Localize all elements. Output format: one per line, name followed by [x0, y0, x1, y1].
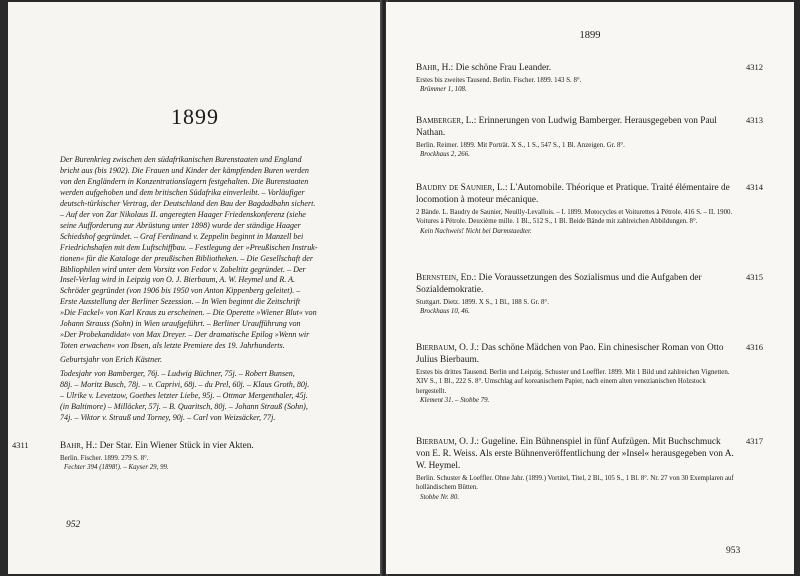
entry-title: [416, 62, 734, 74]
entry-reference: Klement 31. – Stobbe 79.: [420, 397, 490, 405]
intro-line: deutsch-türkischer Vertrag, der Deutschland den Bau der Bagdadbahn sichert.: [60, 198, 316, 208]
intro-line: Johann Strauss (Sohn) in Wien uraufgeführt. – Berliner Uraufführung von: [60, 319, 301, 329]
entry-title: [416, 182, 734, 206]
entry-title: [60, 440, 360, 452]
entry-author: Bahr, H.:: [60, 441, 98, 451]
entry-reference: Kein Nachweis! Nicht bei Darmstaedter.: [420, 227, 532, 235]
intro-line: bricht aus (bis 1902). Die Frauen und Kinder der kämpfenden Buren werden: [60, 165, 309, 175]
entry-publication: Berlin. Reimer. 1899. Mit Porträt. X S., 1 S., 547 S., 1 Bl. Anzeigen. Gr. 8°.: [416, 142, 625, 149]
bibliography-entry: [416, 115, 763, 160]
intro-text: [60, 155, 376, 424]
entry-title-text: Die schöne Frau Leander.: [453, 63, 552, 73]
page-number: 953: [726, 546, 741, 556]
bibliography-entry: [416, 62, 763, 95]
intro-line: Schröder gegründet (von 1906 bis 1950 von Anton Kippenberg geleitet). –: [60, 286, 301, 296]
entry-author: Bamberger, L.:: [416, 116, 477, 126]
entry-title-text: Das schöne Mädchen von Pao. Ein chinesischer Roman von Otto Julius Bierbaum.: [416, 343, 724, 365]
entry-title: [416, 115, 734, 139]
entry-number: 4311: [12, 440, 29, 450]
entry-reference: Brockhaus 10, 46.: [420, 308, 470, 316]
birthyear-line: Geburtsjahr von Erich Kästner.: [60, 355, 163, 365]
bibliography-entry: [12, 440, 360, 473]
intro-line: Insel-Verlag wird in Leipzig von O. J. Bierbaum, A. W. Heymel und R. A.: [60, 275, 296, 285]
intro-line: Der Burenkrieg zwischen den südafrikanischen Burenstaaten und England: [60, 155, 302, 164]
bibliography-entry: [416, 182, 763, 236]
intro-line: Erste Ausstellung der Berliner Sezession. – In Wien beginnt die Zeitschrift: [60, 297, 301, 307]
year-heading: 1899: [171, 104, 219, 129]
entry-reference: Brockhaus 2, 266.: [420, 151, 470, 159]
entry-author: Baudry de Saunier, L.:: [416, 183, 508, 193]
running-head: 1899: [579, 30, 601, 41]
entry-reference: Fechter 394 (1898!). – Kayser 29, 99.: [64, 464, 169, 472]
intro-line: – Auf der von Zar Nikolaus II. angeregten Haager Friedenskonferenz (siehe: [60, 209, 306, 219]
entry-title: [416, 272, 734, 296]
entry-title: [416, 436, 734, 472]
entry-title-text: L'Automobile. Théorique et Pratique. Traité élémentaire de locomotion à moteur mécanique.: [416, 183, 730, 205]
intro-line: werden aufgehoben und dem britischen Südafrika einverleibt. – Vorläufiger: [60, 187, 305, 197]
intro-line: Friedrichshafen mit dem Luftschiffbau. – Festlegung der »Preußischen Instruk-: [60, 242, 318, 252]
entry-publication: Stuttgart. Dietz. 1899. X S., 1 Bl., 188 S. Gr. 8°.: [416, 299, 549, 306]
bibliography-entry: [416, 272, 763, 317]
entry-reference: Stobbe Nr. 80.: [420, 493, 460, 501]
entry-author: Bahr, H.:: [416, 63, 454, 73]
entry-publication: 2 Bände. L. Baudry de Saunier, Neuilly-Levallois. – I. 1899. Motocycles et Voiturettes à Pétrole. 416 S. – II. 1900. Voitures à Pétrole. Deuxième mille. 1 Bl., 512 S., 1 Bl. Beide Bände mit zahlreichen Abbildungen. 8°.: [416, 209, 733, 226]
intro-line: Toten erwachen« von Ibsen, als letzte Premiere des 19. Jahrhunderts.: [60, 341, 285, 351]
entry-author: Bierbaum, O. J.:: [416, 343, 480, 353]
entry-author: Bierbaum, O. J.:: [416, 437, 480, 447]
entry-reference: Brümmer 1, 108.: [420, 86, 467, 94]
intro-line: »Der Probekandidat« von Max Dreyer. – Der dramatische Epilog »Wenn wir: [60, 330, 310, 340]
deathyear-line: – Ulrike v. Levetzow, Goethes letzter Liebe, 95j. – Ottmar Mergenthaler, 45j.: [60, 391, 308, 401]
entry-number: 4317: [746, 436, 763, 446]
intro-line: seine Aufforderung zur Abrüstung unter 1898) wurde der ständige Haager: [60, 220, 301, 230]
right-page: [386, 2, 794, 574]
entry-publication: Erstes bis zweites Tausend. Berlin. Fischer. 1899. 143 S. 8°.: [416, 77, 582, 84]
entry-number: 4314: [746, 182, 763, 192]
entry-publication: Berlin. Schuster & Loeffler. Ohne Jahr. (1899.) Vortitel, Titel, 2 Bl., 105 S., 1 Bl. 8°. Nr. 27 von 30 Exemplaren auf holländischem Bütten.: [416, 475, 734, 492]
entry-title: [416, 342, 734, 366]
entry-publication: Erstes bis drittes Tausend. Berlin und Leipzig. Schuster und Loeffler. 1899. Mit 1 Bild und zahlreichen Vignetten. XIV S., 1 Bl., 222 S. 8°. Umschlag auf koreanischem Papier, nach einem alten venezianischen Holzstock hergestellt.: [416, 369, 730, 395]
entry-number: 4315: [746, 272, 763, 282]
entry-number: 4313: [746, 115, 763, 125]
deathyear-line: 74j. – Viktor v. Strauß und Torney, 90j. – Carl von Weizsäcker, 77j.: [60, 412, 276, 422]
entry-title-text: Die Voraussetzungen des Sozialismus und die Aufgaben der Sozialdemokratie.: [416, 273, 702, 295]
intro-line: Schiedshof gegründet. – Graf Ferdinand v. Zeppelin beginnt in Manzell bei: [60, 231, 304, 241]
deathyear-line: (in Baltimore) – Millöcker, 57j. – B. Quaritsch, 80j. – Johann Strauß (Sohn),: [60, 401, 308, 411]
entry-number: 4312: [746, 62, 763, 72]
entry-title-text: Erinnerungen von Ludwig Bamberger. Herausgegeben von Paul Nathan.: [416, 116, 717, 138]
intro-line: »Die Fackel« von Karl Kraus zu erscheinen. – Die Operette »Wiener Blut« von: [60, 308, 317, 318]
intro-line: von den Engländern in Konzentrationslagern festgehalten. Die Burenstaaten: [60, 176, 309, 186]
entry-publication: Berlin. Fischer. 1899. 279 S. 8°.: [60, 455, 149, 462]
entry-number: 4316: [746, 342, 763, 352]
entry-title-text: Der Star. Ein Wiener Stück in vier Akten.: [97, 441, 254, 451]
intro-line: tionen« für die Kataloge der preußischen Bibliotheken. – Die Gesellschaft der: [60, 253, 314, 263]
bibliography-entry: [416, 342, 763, 406]
page-number: 952: [66, 520, 81, 530]
left-page: [8, 2, 382, 574]
entry-title-text: Gugeline. Ein Bühnenspiel in fünf Aufzügen. Mit Buchschmuck von E. R. Weiss. Als erste Bühnenveröffentlichung der »Insel« herausgegeben von A. W. Heymel.: [416, 437, 734, 471]
deathyear-line: 88j. – Moritz Busch, 78j. – v. Caprivi, 68j. – du Prel, 60j. – Klaus Groth, 80j.: [60, 380, 310, 390]
entry-author: Bernstein, Ed.:: [416, 273, 477, 283]
bibliography-entry: [416, 436, 763, 502]
deathyear-line: Todesjahr von Bamberger, 76j. – Ludwig Büchner, 75j. – Robert Bunsen,: [60, 369, 295, 379]
intro-line: Bibliophilen wird unter dem Vorsitz von Fedor v. Zobeltitz gegründet. – Der: [60, 264, 306, 274]
